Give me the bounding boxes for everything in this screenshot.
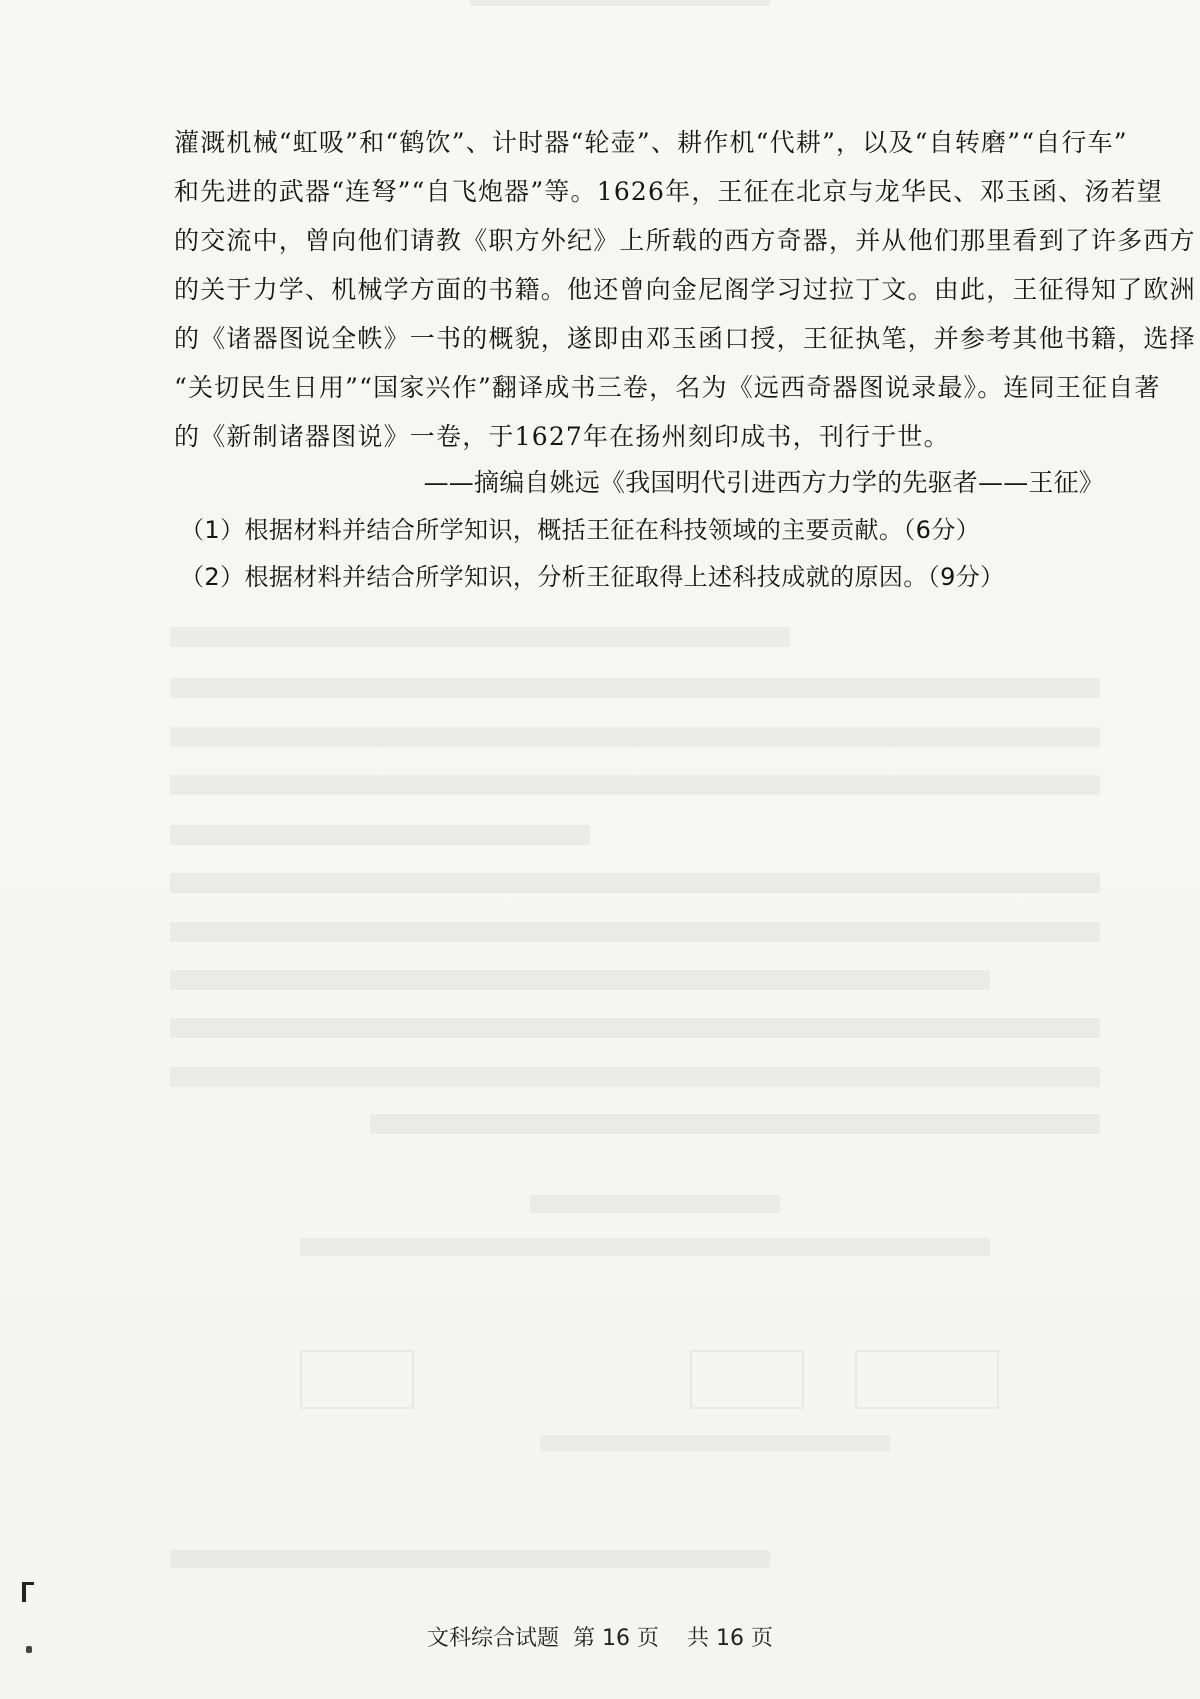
bleed-through-line [540,1435,890,1451]
bleed-through-box [690,1350,804,1409]
bleed-through-line [170,775,1100,795]
bleed-through-line [370,1114,1100,1134]
bleed-through-line [170,922,1100,942]
bleed-through-line [530,1195,780,1213]
bleed-through-box [300,1350,414,1409]
bleed-through-line [170,1550,770,1568]
bleed-through-line [170,1067,1100,1087]
bleed-through-line [170,1018,1100,1038]
bleed-through-line [170,727,1100,747]
bleed-through-line [170,678,1100,698]
material-line: 的《新制诸器图说》一卷，于1627年在扬州刻印成书，刊行于世。 [174,422,950,451]
bleed-through-box [855,1350,999,1409]
material-source-citation: ——摘编自姚远《我国明代引进西方力学的先驱者——王征》 [423,468,1104,497]
bleed-through-line [170,970,990,990]
material-line: 的交流中，曾向他们请教《职方外纪》上所载的西方奇器，并从他们那里看到了许多西方 [174,226,1196,255]
question-2: （2）根据材料并结合所学知识，分析王征取得上述科技成就的原因。（9分） [180,563,1005,591]
material-line: “关切民生日用”“国家兴作”翻译成书三卷，名为《远西奇器图说录最》。连同王征自著 [174,373,1161,402]
scan-edge-mark [22,1582,26,1602]
scan-edge-dot [26,1646,32,1653]
bleed-through-line [170,873,1100,893]
question-1: （1）根据材料并结合所学知识，概括王征在科技领域的主要贡献。（6分） [180,516,981,544]
scan-top-shadow [470,0,770,6]
page-footer: 文科综合试题 第 16 页 共 16 页 [427,1626,773,1651]
material-paragraph [174,118,1196,461]
bleed-through-line [300,1238,990,1256]
material-line: 灌溉机械“虹吸”和“鹤饮”、计时器“轮壶”、耕作机“代耕”，以及“自转磨”“自行车” [174,128,1128,157]
material-line: 的关于力学、机械学方面的书籍。他还曾向金尼阁学习过拉丁文。由此，王征得知了欧洲 [174,275,1196,304]
material-line: 和先进的武器“连弩”“自飞炮器”等。1626年，王征在北京与龙华民、邓玉函、汤若望 [174,177,1163,206]
material-line: 的《诸器图说全帙》一书的概貌，遂即由邓玉函口授，王征执笔，并参考其他书籍，选择 [174,324,1196,353]
bleed-through-line [170,825,590,845]
bleed-through-line [170,627,790,647]
